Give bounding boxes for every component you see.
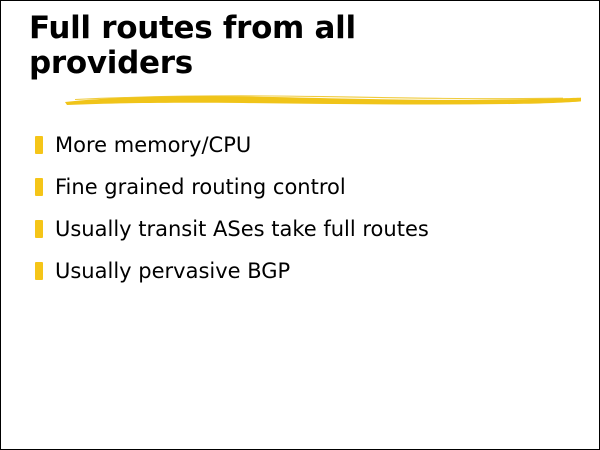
title-divider-brushstroke <box>63 93 583 107</box>
list-item-label: Fine grained routing control <box>55 175 346 199</box>
page-title: Full routes from all providers <box>29 10 356 81</box>
list-item <box>35 131 575 159</box>
square-bullet-icon <box>35 136 43 154</box>
list-item <box>35 257 575 285</box>
list-item-label: Usually transit ASes take full routes <box>55 217 429 241</box>
list-item <box>35 215 575 243</box>
list-item-label: Usually pervasive BGP <box>55 259 291 283</box>
list-item <box>35 173 575 201</box>
list-item-label: More memory/CPU <box>55 133 252 157</box>
square-bullet-icon <box>35 178 43 196</box>
square-bullet-icon <box>35 220 43 238</box>
bullet-list <box>35 131 575 299</box>
square-bullet-icon <box>35 262 43 280</box>
